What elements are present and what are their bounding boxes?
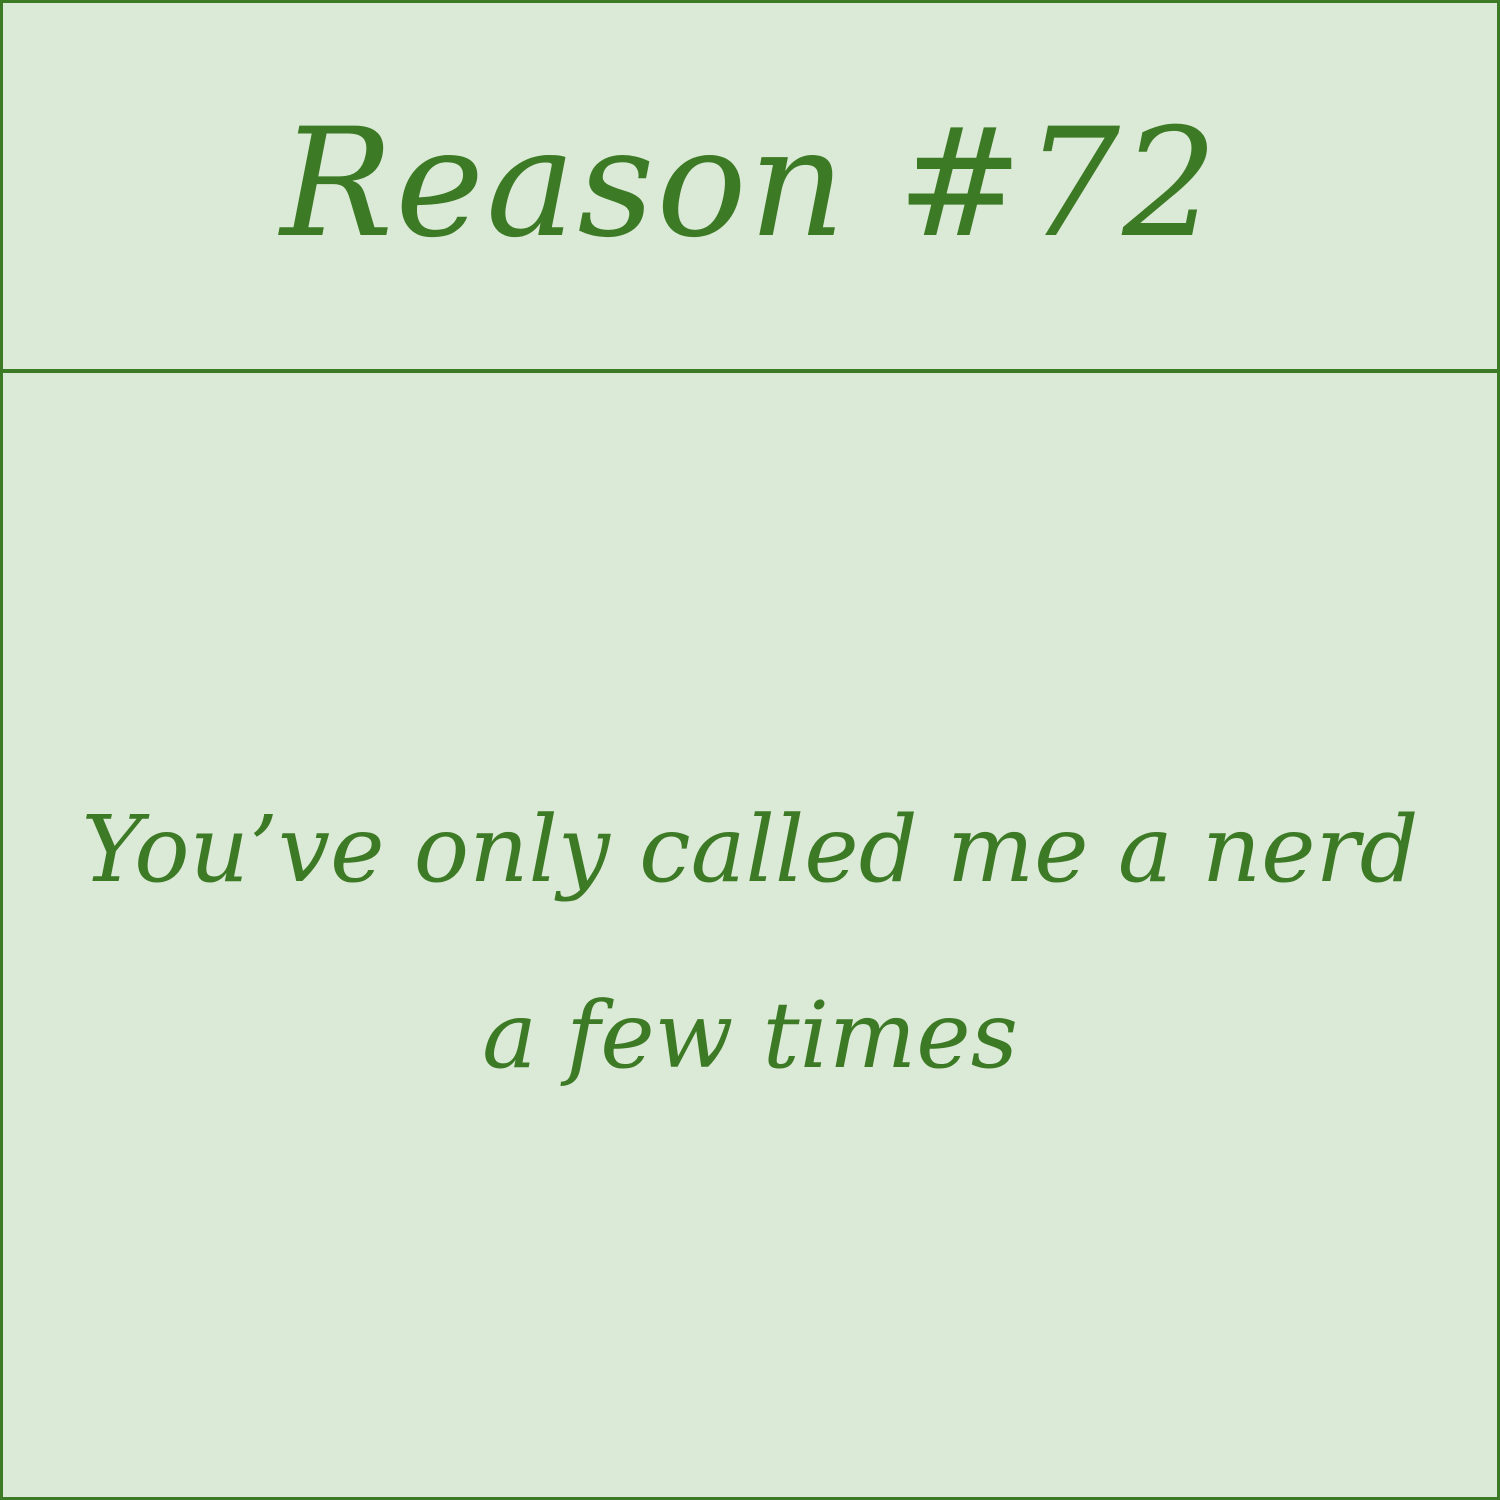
card-header (3, 3, 1497, 373)
message-line-2: a few times (482, 982, 1018, 1089)
reason-message (10, 757, 1490, 1129)
reason-title: Reason #72 (280, 97, 1220, 271)
message-line-1: You’ve only called me a nerd (81, 796, 1419, 903)
card-body (3, 377, 1497, 1497)
